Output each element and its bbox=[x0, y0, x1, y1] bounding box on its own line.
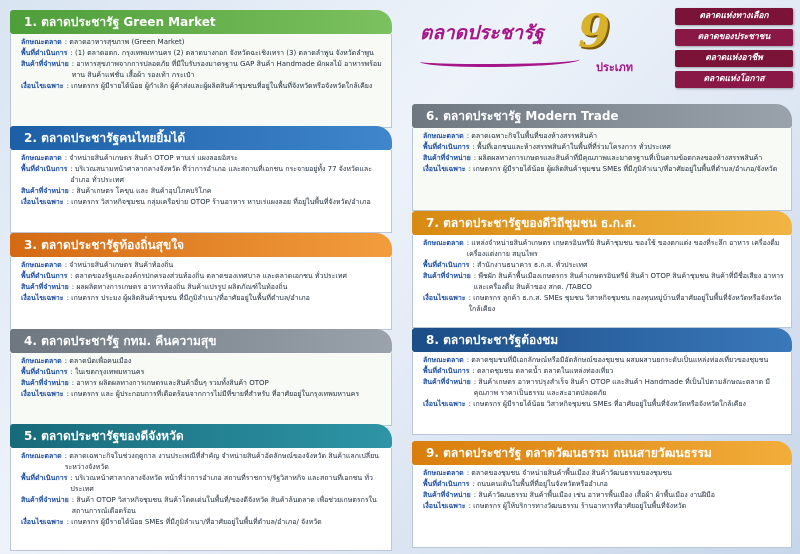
row-value: : จำหน่ายสินค้าเกษตร สินค้า OTOP หาบเร่ แผงลอยอิสระ bbox=[64, 154, 238, 162]
row-key: ลักษณะตลาด bbox=[423, 132, 464, 140]
row-key: พื้นที่ดำเนินการ bbox=[21, 49, 68, 57]
row-value: : เกษตรกร ผู้มีรายได้น้อย วิสาหกิจชุมชน SMEs ที่อาศัยอยู่ในพื้นที่จังหวัดหรือจังหวัดใกล้เคียง bbox=[468, 400, 746, 408]
market-body bbox=[412, 128, 792, 211]
market-row bbox=[423, 271, 785, 293]
market-row bbox=[423, 377, 785, 399]
market-card-6 bbox=[412, 104, 792, 211]
row-key: ลักษณะตลาด bbox=[423, 239, 464, 247]
market-row bbox=[21, 282, 385, 293]
market-row bbox=[21, 48, 385, 59]
row-value: : ตลาดของชุมชน จำหน่ายสินค้าพื้นเมือง สินค้าวัฒนธรรมของชุมชน bbox=[466, 469, 672, 477]
row-key: ลักษณะตลาด bbox=[21, 154, 62, 162]
market-row bbox=[423, 490, 785, 501]
market-row bbox=[21, 164, 385, 186]
row-value: : แหล่งจำหน่ายสินค้าเกษตร เกษตรอินทรีย์ สินค้าชุมชน ของใช้ ของตกแต่ง ของที่ระลึก อาหาร เครื่องดื่ม เครื่องแต่งกาย สมุนไพร bbox=[466, 239, 780, 258]
market-row bbox=[21, 451, 385, 473]
row-key: เงื่อนไขเฉพาะ bbox=[423, 502, 466, 510]
row-value: : ในเขตกรุงเทพมหานคร bbox=[70, 368, 145, 376]
row-value: : เกษตรกร ลูกค้า ธ.ก.ส. SMEs ชุมชน วิสาหกิจชุมชน กองทุนหมู่บ้านที่อาศัยอยู่ในพื้นที่จังหวัดหรือจังหวัดใกล้เคียง bbox=[468, 294, 782, 313]
row-key: เงื่อนไขเฉพาะ bbox=[21, 82, 64, 90]
market-row bbox=[423, 399, 785, 410]
row-value: : อาหาร ผลิตผลทางการเกษตรและสินค้าอื่นๆ รวมทั้งสินค้า OTOP bbox=[71, 379, 269, 387]
market-row bbox=[423, 355, 785, 366]
row-key: ลักษณะตลาด bbox=[21, 357, 62, 365]
brand-subtitle: ประเภท bbox=[596, 61, 634, 74]
market-row bbox=[21, 153, 385, 164]
market-row bbox=[21, 378, 385, 389]
market-body bbox=[10, 150, 392, 233]
row-value: : สำนักงานธนาคาร ธ.ก.ส. ทั่วประเทศ bbox=[472, 261, 588, 269]
row-value: : ผลผลิตทางการเกษตร อาหารท้องถิ่น สินค้าแปรรูป ผลิตภัณฑ์ในท้องถิ่น bbox=[71, 283, 288, 291]
market-card-9 bbox=[412, 441, 792, 548]
market-body bbox=[412, 352, 792, 435]
market-row bbox=[423, 501, 785, 512]
row-value: : เกษตรกร ผู้มีรายได้น้อย ผู้ผลิตสินค้าชุมชน SMEs ที่มีภูมิลำเนา/ที่อาศัยอยู่ในพื้นที่ตำบล/อำเภอ/จังหวัด bbox=[468, 165, 778, 173]
brand-number: 9 bbox=[578, 4, 611, 58]
row-key: พื้นที่ดำเนินการ bbox=[423, 143, 470, 151]
market-row bbox=[423, 164, 785, 175]
market-card-5 bbox=[10, 424, 392, 551]
row-key: เงื่อนไขเฉพาะ bbox=[21, 198, 64, 206]
market-body bbox=[10, 353, 392, 426]
market-body bbox=[412, 235, 792, 328]
row-key: เงื่อนไขเฉพาะ bbox=[21, 294, 64, 302]
row-key: พื้นที่ดำเนินการ bbox=[21, 165, 68, 173]
market-card-4 bbox=[10, 329, 392, 426]
market-body bbox=[412, 465, 792, 548]
row-value: : สินค้า OTOP วิสาหกิจชุมชน สินค้าโดดเด่นในพื้นที่/ของดีจังหวัด สินค้าล้นตลาด เพื่อช่วยเกษตรกรในสถานการณ์เดือดร้อน bbox=[71, 496, 377, 515]
row-key: เงื่อนไขเฉพาะ bbox=[423, 165, 466, 173]
row-value: : ตลาดเฉพาะกิจในช่วงฤดูกาล งานประเพณีที่สำคัญ จำหน่ายสินค้าอัตลักษณ์ของจังหวัด สินค้าแลกเปลี่ยนระหว่างจังหวัด bbox=[64, 452, 379, 471]
market-card-1 bbox=[10, 10, 392, 128]
row-key: สินค้าที่จำหน่าย bbox=[423, 154, 471, 162]
row-key: สินค้าที่จำหน่าย bbox=[21, 283, 69, 291]
market-card-3 bbox=[10, 233, 392, 330]
market-card-7 bbox=[412, 211, 792, 328]
row-key: เงื่อนไขเฉพาะ bbox=[21, 390, 64, 398]
market-title: 8. ตลาดประชารัฐต้องชม bbox=[412, 328, 792, 352]
row-key: สินค้าที่จำหน่าย bbox=[21, 60, 69, 68]
row-key: เงื่อนไขเฉพาะ bbox=[21, 518, 64, 526]
row-key: พื้นที่ดำเนินการ bbox=[423, 261, 470, 269]
market-title: 6. ตลาดประชารัฐ Modern Trade bbox=[412, 104, 792, 128]
row-value: : ตลาดของรัฐและองค์กรปกครองส่วนท้องถิ่น ตลาดของเทศบาล และตลาดเอกชน ทั่วประเทศ bbox=[70, 272, 347, 280]
market-row bbox=[423, 131, 785, 142]
market-row bbox=[423, 142, 785, 153]
row-value: : ตลาดชุมชนที่มีเอกลักษณ์หรือมีอัตลักษณ์ของชุมชน ผสมผสานยกระดับเป็นแหล่งท่องเที่ยวของชุมชน bbox=[466, 356, 769, 364]
market-card-8 bbox=[412, 328, 792, 435]
row-value: : พืชผัก สินค้าพื้นเมืองเกษตรกร สินค้าเกษตรอินทรีย์ สินค้า OTOP สินค้าชุมชน สินค้าที่มีชื่อเสียง อาหารและเครื่องดื่ม สินค้าของ สกต. /TABCO bbox=[473, 272, 784, 291]
market-title: 7. ตลาดประชารัฐของดีวิถีชุมชน ธ.ก.ส. bbox=[412, 211, 792, 235]
market-row bbox=[21, 59, 385, 81]
tag-list bbox=[675, 8, 793, 92]
market-row bbox=[21, 293, 385, 304]
row-key: เงื่อนไขเฉพาะ bbox=[423, 400, 466, 408]
market-body bbox=[10, 257, 392, 330]
row-value: : ตลาดเฉพาะกิจในพื้นที่ของห้างสรรพสินค้า bbox=[466, 132, 598, 140]
market-row bbox=[21, 517, 385, 528]
brand-title: ตลาดประชารัฐ bbox=[420, 22, 544, 44]
market-row bbox=[21, 271, 385, 282]
market-title: 2. ตลาดประชารัฐคนไทยยิ้มได้ bbox=[10, 126, 392, 150]
row-key: สินค้าที่จำหน่าย bbox=[423, 491, 471, 499]
row-value: : ตลาดอาหารสุขภาพ (Green Market) bbox=[64, 38, 185, 46]
market-title: 3. ตลาดประชารัฐท้องถิ่นสุขใจ bbox=[10, 233, 392, 257]
row-value: : เกษตรกร ผู้มีรายได้น้อย SMEs ที่มีภูมิลำเนา/ที่อาศัยอยู่ในพื้นที่ตำบล/อำเภอ/ จังหวัด bbox=[66, 518, 322, 526]
tag-item: ตลาดแห่งโอกาส bbox=[675, 71, 793, 88]
row-value: : ตลาดชุมชน ตลาดน้ำ ตลาดในแหล่งท่องเที่ยว bbox=[472, 367, 614, 375]
row-value: : บริเวณสนามหน้าศาลากลางจังหวัด ที่ว่าการอำเภอ และสถานที่เอกชน กระจายอยู่ทั้ง 77 จังหวัดและอำเภอ ทั่วประเทศ bbox=[70, 165, 372, 184]
tag-item: ตลาดแห่งทางเลือก bbox=[675, 8, 793, 25]
row-key: สินค้าที่จำหน่าย bbox=[423, 378, 471, 386]
market-title: 1. ตลาดประชารัฐ Green Market bbox=[10, 10, 392, 34]
row-key: พื้นที่ดำเนินการ bbox=[21, 272, 68, 280]
row-value: : เกษตรกร ผู้มีรายได้น้อย ผู้กำเลิก ผู้ค้าส่งและผู้ผลิตสินค้าชุมชนที่อยู่ในพื้นที่จังหวัดหรือจังหวัดใกล้เคียง bbox=[66, 82, 373, 90]
market-row bbox=[21, 356, 385, 367]
market-body bbox=[10, 448, 392, 551]
row-value: : สินค้าเกษตร โคขุน และ สินค้าอุปโภคบริโภค bbox=[71, 187, 212, 195]
row-key: พื้นที่ดำเนินการ bbox=[21, 474, 68, 482]
row-value: : เกษตรกร ประมง ผู้ผลิตสินค้าชุมชน ที่มีภูมิลำเนา/ที่อาศัยอยู่ในพื้นที่ตำบล/อำเภอ bbox=[66, 294, 310, 302]
market-row bbox=[21, 367, 385, 378]
row-key: พื้นที่ดำเนินการ bbox=[423, 367, 470, 375]
row-value: : (1) ตลาดอตก. กรุงเทพมหานคร (2) ตลาดบางกอก จังหวัดฉะเชิงเทรา (3) ตลาดลำพูน จังหวัดลำพูน bbox=[70, 49, 374, 57]
brand-block bbox=[420, 4, 660, 94]
market-row bbox=[423, 479, 785, 490]
market-row bbox=[21, 186, 385, 197]
row-key: ลักษณะตลาด bbox=[21, 261, 62, 269]
market-row bbox=[21, 37, 385, 48]
market-row bbox=[21, 473, 385, 495]
market-row bbox=[423, 468, 785, 479]
row-value: : สินค้าเกษตร อาหารปรุงสำเร็จ สินค้า OTOP และสินค้า Handmade ที่เป็นไปตามลักษณะตลาด มีคุณภาพ ราคาเป็นธรรม และสะอาดปลอดภัย bbox=[473, 378, 770, 397]
row-key: พื้นที่ดำเนินการ bbox=[21, 368, 68, 376]
row-value: : เกษตรกร ผู้ให้บริการทางวัฒนธรรม ร้านอาหารที่อาศัยอยู่ในพื้นที่จังหวัด bbox=[468, 502, 687, 510]
market-row bbox=[21, 495, 385, 517]
row-key: สินค้าที่จำหน่าย bbox=[21, 379, 69, 387]
row-key: ลักษณะตลาด bbox=[21, 452, 62, 460]
row-value: : เกษตรกร วิสาหกิจชุมชน กลุ่มเครือข่าย OTOP ร้านอาหาร หาบเร่แผงลอย ที่อยู่ในพื้นที่จังหวัด/อำเภอ bbox=[66, 198, 371, 206]
market-row bbox=[21, 260, 385, 271]
market-row bbox=[21, 197, 385, 208]
market-card-2 bbox=[10, 126, 392, 233]
row-key: สินค้าที่จำหน่าย bbox=[21, 496, 69, 504]
row-key: พื้นที่ดำเนินการ bbox=[423, 480, 470, 488]
market-row bbox=[423, 238, 785, 260]
market-row bbox=[423, 366, 785, 377]
market-body bbox=[10, 34, 392, 128]
brand-swoosh bbox=[420, 54, 580, 67]
market-title: 5. ตลาดประชารัฐของดีจังหวัด bbox=[10, 424, 392, 448]
market-row bbox=[21, 81, 385, 92]
row-value: : อาหารสุขภาพจากการปลอดภัย ที่มีใบรับรองมาตรฐาน GAP สินค้า Handmade ผักผลไม้ อาหารพร้อมทาน สินค้าแฟชั่น เสื้อผ้า รองเท้า กระเป๋า bbox=[71, 60, 382, 79]
row-value: : สินค้าวัฒนธรรม สินค้าพื้นเมือง เช่น อาหารพื้นเมือง เสื้อผ้า ผ้าพื้นเมือง งานฝีมือ bbox=[473, 491, 715, 499]
row-key: เงื่อนไขเฉพาะ bbox=[423, 294, 466, 302]
row-value: : ตลาดนัดเพื่อคนเมือง bbox=[64, 357, 132, 365]
row-key: สินค้าที่จำหน่าย bbox=[423, 272, 471, 280]
row-value: : ผลิตผลทางการเกษตรและสินค้าที่มีคุณภาพและมาตรฐานที่เป็นตามข้อตกลงของห้างสรรพสินค้า bbox=[473, 154, 763, 162]
market-row bbox=[21, 389, 385, 400]
market-title: 9. ตลาดประชารัฐ ตลาดวัฒนธรรม ถนนสายวัฒนธรรม bbox=[412, 441, 792, 465]
row-key: ลักษณะตลาด bbox=[21, 38, 62, 46]
market-title: 4. ตลาดประชารัฐ กทม. คืนความสุข bbox=[10, 329, 392, 353]
row-value: : ถนนคนเดินในพื้นที่ที่อยู่ในจังหวัดหรืออำเภอ bbox=[472, 480, 608, 488]
row-key: ลักษณะตลาด bbox=[423, 356, 464, 364]
row-key: สินค้าที่จำหน่าย bbox=[21, 187, 69, 195]
row-value: : พื้นที่เอกชนและห้างสรรพสินค้าในพื้นที่ที่ร่วมโครงการ ทั่วประเทศ bbox=[472, 143, 671, 151]
market-row bbox=[423, 293, 785, 315]
row-value: : บริเวณหน้าศาลากลางจังหวัด หน้าที่ว่าการอำเภอ สถานที่ราชการ/รัฐวิสาหกิจ และสถานที่เอกชน ทั่วประเทศ bbox=[70, 474, 373, 493]
row-value: : จำหน่ายสินค้าเกษตร สินค้าท้องถิ่น bbox=[64, 261, 174, 269]
row-value: : เกษตรกร และ ผู้ประกอบการที่เดือดร้อนจากการไม่มีที่ขายที่สำหรับ ที่อาศัยอยู่ในกรุงเทพมหานคร bbox=[66, 390, 360, 398]
tag-item: ตลาดแห่งอาชีพ bbox=[675, 50, 793, 67]
row-key: ลักษณะตลาด bbox=[423, 469, 464, 477]
market-row bbox=[423, 153, 785, 164]
tag-item: ตลาดของประชาชน bbox=[675, 29, 793, 46]
market-row bbox=[423, 260, 785, 271]
